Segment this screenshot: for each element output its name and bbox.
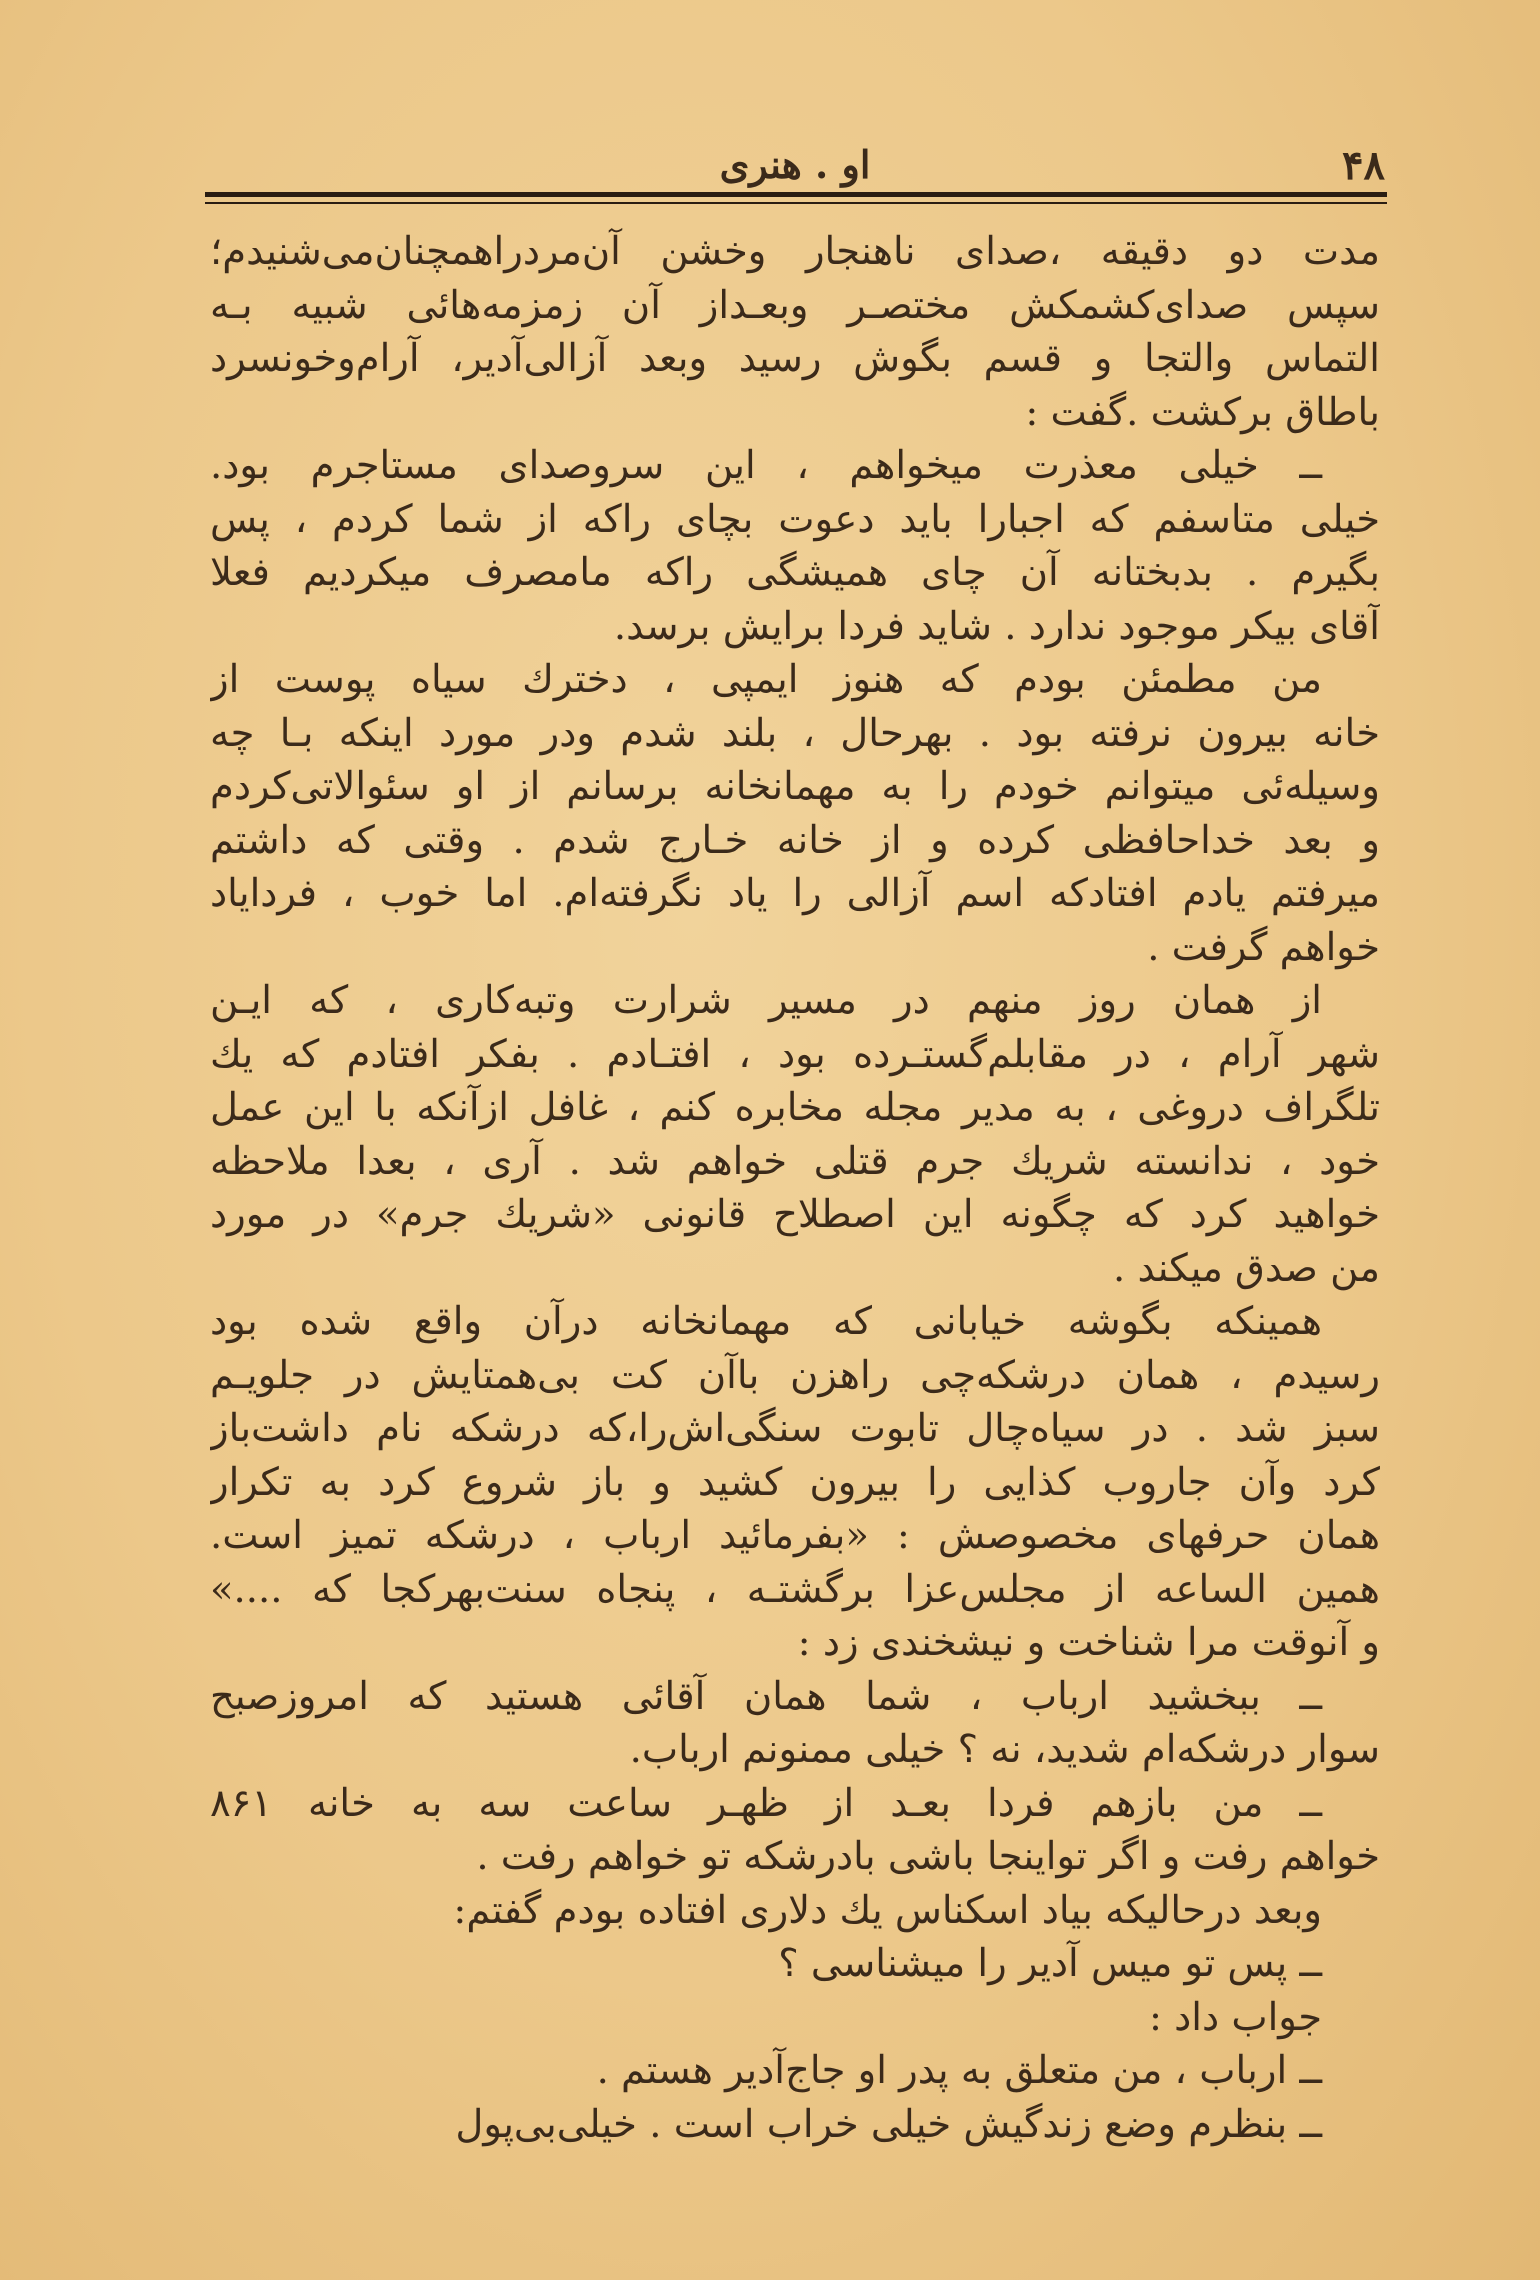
text-line: خانه بیرون نرفته بود . بهرحال ، بلند شدم ودر مورد اینکه بـا چه bbox=[210, 710, 1380, 756]
text-line: میرفتم یادم افتادکه اسم آزالی را یاد نگرفته‌ام. اما خوب ، فردایاد bbox=[210, 871, 1380, 916]
text-line: ــ بنظرم وضع زندگیش خیلی خراب است . خیلی‌بی‌پول bbox=[455, 2101, 1322, 2147]
body-text bbox=[210, 225, 1380, 2151]
text-line: و آنوقت مرا شناخت و نیشخندی زد : bbox=[797, 1620, 1380, 1665]
text-line: خود ، ندانسته شریك جرم قتلی خواهم شد . آری ، بعدا ملاحظه bbox=[210, 1138, 1380, 1184]
header-rule-thick bbox=[205, 192, 1387, 197]
text-line: سبز شد . در سیاه‌چال تابوت سنگی‌اش‌را،که درشکه نام داشت‌باز bbox=[210, 1406, 1380, 1451]
text-line: وبعد درحالیکه بیاد اسکناس یك دلاری افتاده بودم گفتم: bbox=[453, 1887, 1322, 1933]
text-line: آقای بیکر موجود ندارد . شاید فردا برایش برسد. bbox=[613, 603, 1380, 649]
text-line: سپس صدای‌کشمکش مختصـر وبعـداز آن زمزمه‌هائی شبیه بـه bbox=[210, 282, 1380, 328]
text-line: همینکه بگوشه خیابانی که مهمانخانه درآن واقع شده بود bbox=[210, 1299, 1322, 1344]
header-rule-thin bbox=[205, 202, 1387, 204]
text-line: سوار درشکه‌ام شدید، نه ؟ خیلی ممنونم ارباب. bbox=[629, 1727, 1380, 1772]
text-line: من صدق میکند . bbox=[1113, 1245, 1380, 1291]
text-line: ــ خیلی معذرت میخواهم ، این سروصدای مستاجرم بود. bbox=[210, 443, 1322, 488]
text-line: و بعد خداحافظی کرده و از خانه خـارج شدم . وقتی که داشتم bbox=[210, 817, 1380, 863]
text-line: ــ من بازهم فردا بعـد از ظهـر ساعت سه به خانه ۸۶۱ bbox=[210, 1780, 1322, 1826]
text-line: جواب داد : bbox=[1148, 1994, 1322, 2040]
page-header bbox=[205, 142, 1385, 192]
text-line: من مطمئن بودم که هنوز ایمپی ، دخترك سیاه پوست از bbox=[210, 657, 1322, 702]
text-line: مدت دو دقیقه ،صدای ناهنجار وخشن آن‌مرد‌را‌همچنان‌می‌شنیدم؛ bbox=[210, 229, 1380, 274]
text-line: ــ ارباب ، من متعلق به پدر او جاج‌آدیر هستم . bbox=[596, 2048, 1322, 2093]
text-line: خیلی متاسفم که اجبارا باید دعوت بچای راکه از شما کردم ، پس bbox=[210, 496, 1380, 542]
text-line: رسیدم ، همان درشکه‌چی راهزن باآن کت بی‌همتایش در جلویـم bbox=[210, 1352, 1380, 1398]
text-line: ــ پس تو میس آدیر را میشناسی ؟ bbox=[778, 1941, 1322, 1986]
text-line: التماس والتجا و قسم بگوش رسید وبعد آزالی‌آدیر، آرام‌وخونسرد bbox=[210, 336, 1380, 381]
text-line: بگیرم . بدبختانه آن چای همیشگی راکه مامصرف میکردیم فعلا bbox=[210, 550, 1380, 595]
text-line: همین الساعه از مجلس‌عزا برگشتـه ، پنجاه سنت‌بهرکجا که ....» bbox=[210, 1566, 1380, 1612]
text-line: همان حرفهای مخصوصش : «بفرمائید ارباب ، درشکه تمیز است. bbox=[210, 1513, 1380, 1558]
text-line: شهر آرام ، در مقابلم‌گستـرده بود ، افتـادم . بفکر افتادم که یك bbox=[210, 1031, 1380, 1077]
text-line: تلگراف دروغی ، به مدیر مجله مخابره کنم ، غافل ازآنکه با این عمل bbox=[210, 1085, 1380, 1130]
text-line: باطاق برکشت .گفت : bbox=[1025, 389, 1380, 435]
text-line: خواهم رفت و اگر تواینجا باشی بادرشکه تو خواهم رفت . bbox=[476, 1834, 1380, 1879]
text-line: خواهم گرفت . bbox=[1147, 924, 1380, 970]
running-head: او . هنری bbox=[719, 142, 871, 187]
page-number: ۴۸ bbox=[1342, 142, 1385, 189]
text-line: کرد وآن جاروب کذایی را بیرون کشید و باز شروع کرد به تکرار bbox=[210, 1459, 1380, 1505]
text-line: وسیله‌ئی میتوانم خودم را به مهمانخانه برسانم از او سئوالاتی‌کردم bbox=[210, 764, 1380, 809]
text-line: از همان روز منهم در مسیر شرارت وتبه‌کاری ، که ایـن bbox=[210, 978, 1322, 1023]
text-line: خواهید کرد که چگونه این اصطلاح قانونی «شریك جرم» در مورد bbox=[210, 1192, 1380, 1237]
text-line: ــ ببخشید ارباب ، شما همان آقائی هستید که امروزصبح bbox=[210, 1673, 1322, 1719]
